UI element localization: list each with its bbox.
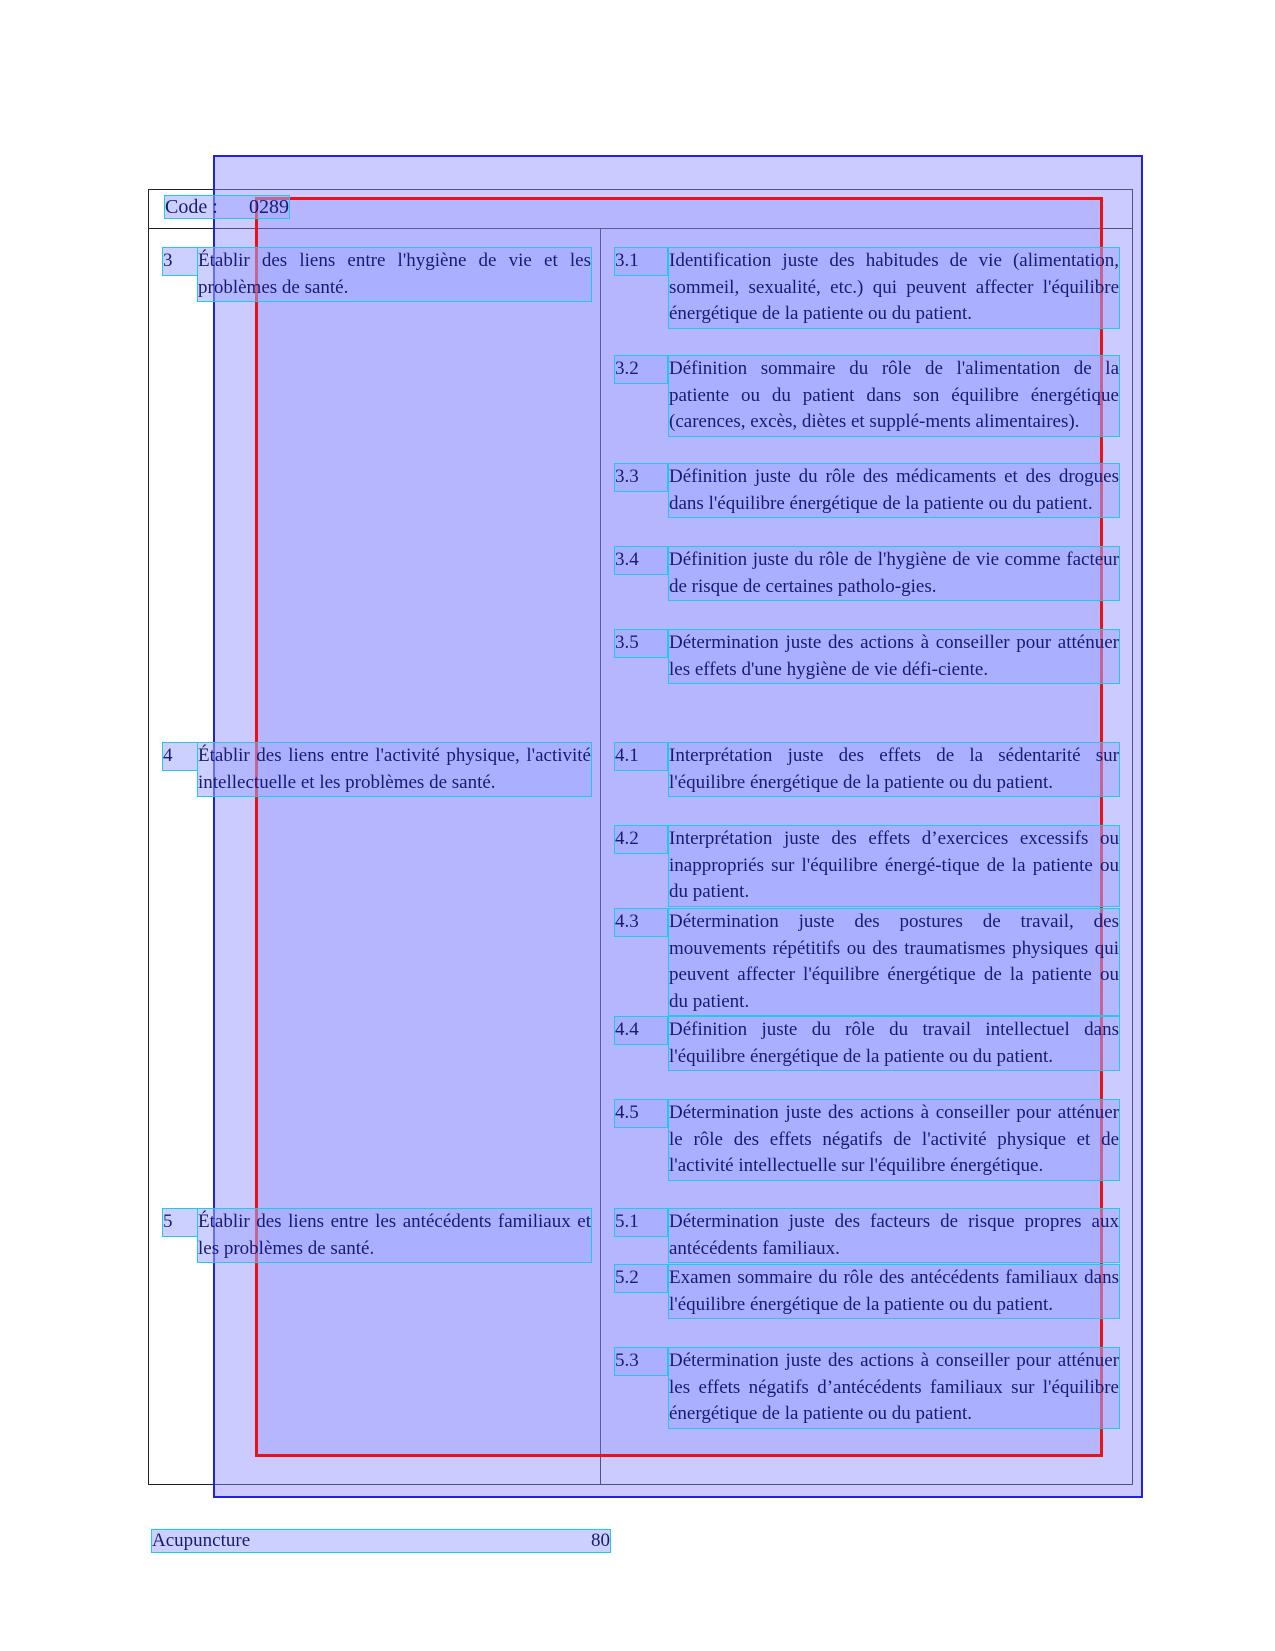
criterion-number: 5.2 xyxy=(615,1265,667,1292)
competency-text: Établir des liens entre les antécédents familiaux et les problèmes de santé. xyxy=(198,1209,591,1262)
criterion-number: 3.1 xyxy=(615,248,667,275)
criterion-text: Identification juste des habitudes de vie (alimentation, sommeil, sexualité, etc.) qui peuvent affecter l'équilibre énergétique de la patiente ou du patient. xyxy=(669,248,1119,328)
criterion-4-2 xyxy=(615,826,1119,906)
criterion-4-4 xyxy=(615,1017,1119,1070)
criterion-text: Détermination juste des actions à conseiller pour atténuer les effets négatifs d’antécédents familiaux sur l'équilibre énergétique de la patiente ou du patient. xyxy=(669,1348,1119,1428)
criterion-4-5 xyxy=(615,1100,1119,1180)
criterion-5-1 xyxy=(615,1209,1119,1262)
competency-3 xyxy=(163,248,591,301)
criterion-text: Détermination juste des postures de travail, des mouvements répétitifs ou des traumatismes physiques qui peuvent affecter l'équilibre énergétique de la patiente ou du patient. xyxy=(669,909,1119,1015)
code-line xyxy=(165,196,289,218)
criterion-3-5 xyxy=(615,630,1119,683)
criterion-number: 3.2 xyxy=(615,356,667,383)
criterion-3-1 xyxy=(615,248,1119,328)
criterion-number: 5.3 xyxy=(615,1348,667,1375)
criterion-3-3 xyxy=(615,464,1119,517)
competency-5 xyxy=(163,1209,591,1262)
criterion-text: Définition sommaire du rôle de l'alimentation de la patiente ou du patient dans son équilibre énergétique (carences, excès, diètes et supplé-ments alimentaires). xyxy=(669,356,1119,436)
competency-number: 3 xyxy=(163,248,197,275)
code-value: 0289 xyxy=(249,196,289,218)
page-footer xyxy=(152,1530,610,1552)
criterion-text: Définition juste du rôle du travail intellectuel dans l'équilibre énergétique de la patiente ou du patient. xyxy=(669,1017,1119,1070)
competency-number: 4 xyxy=(163,743,197,770)
criterion-text: Examen sommaire du rôle des antécédents familiaux dans l'équilibre énergétique de la patiente ou du patient. xyxy=(669,1265,1119,1318)
criterion-text: Détermination juste des actions à conseiller pour atténuer le rôle des effets négatifs de l'activité physique et de l'activité intellectuelle sur l'équilibre énergétique. xyxy=(669,1100,1119,1180)
criterion-4-3 xyxy=(615,909,1119,1015)
competency-text: Établir des liens entre l'hygiène de vie et les problèmes de santé. xyxy=(198,248,591,301)
footer-title: Acupuncture xyxy=(152,1530,251,1551)
criterion-number: 5.1 xyxy=(615,1209,667,1236)
criterion-text: Définition juste du rôle des médicaments et des drogues dans l'équilibre énergétique de la patiente ou du patient. xyxy=(669,464,1119,517)
criterion-3-4 xyxy=(615,547,1119,600)
criterion-text: Interprétation juste des effets d’exercices excessifs ou inappropriés sur l'équilibre énergé-tique de la patiente ou du patient. xyxy=(669,826,1119,906)
criterion-number: 4.3 xyxy=(615,909,667,936)
competency-text: Établir des liens entre l'activité physique, l'activité intellectuelle et les problèmes de santé. xyxy=(198,743,591,796)
criterion-5-2 xyxy=(615,1265,1119,1318)
criterion-number: 3.3 xyxy=(615,464,667,491)
criterion-5-3 xyxy=(615,1348,1119,1428)
page-number: 80 xyxy=(591,1530,610,1551)
criterion-text: Définition juste du rôle de l'hygiène de vie comme facteur de risque de certaines patholo-gies. xyxy=(669,547,1119,600)
criterion-text: Interprétation juste des effets de la sédentarité sur l'équilibre énergétique de la patiente ou du patient. xyxy=(669,743,1119,796)
code-label: Code : xyxy=(165,196,218,218)
criterion-number: 3.4 xyxy=(615,547,667,574)
criterion-number: 4.1 xyxy=(615,743,667,770)
criterion-3-2 xyxy=(615,356,1119,436)
criterion-text: Détermination juste des facteurs de risque propres aux antécédents familiaux. xyxy=(669,1209,1119,1262)
competency-4 xyxy=(163,743,591,796)
criterion-number: 4.4 xyxy=(615,1017,667,1044)
competency-number: 5 xyxy=(163,1209,197,1236)
criterion-4-1 xyxy=(615,743,1119,796)
criterion-number: 3.5 xyxy=(615,630,667,657)
criterion-number: 4.5 xyxy=(615,1100,667,1127)
criterion-number: 4.2 xyxy=(615,826,667,853)
criterion-text: Détermination juste des actions à conseiller pour atténuer les effets d'une hygiène de vie défi-ciente. xyxy=(669,630,1119,683)
